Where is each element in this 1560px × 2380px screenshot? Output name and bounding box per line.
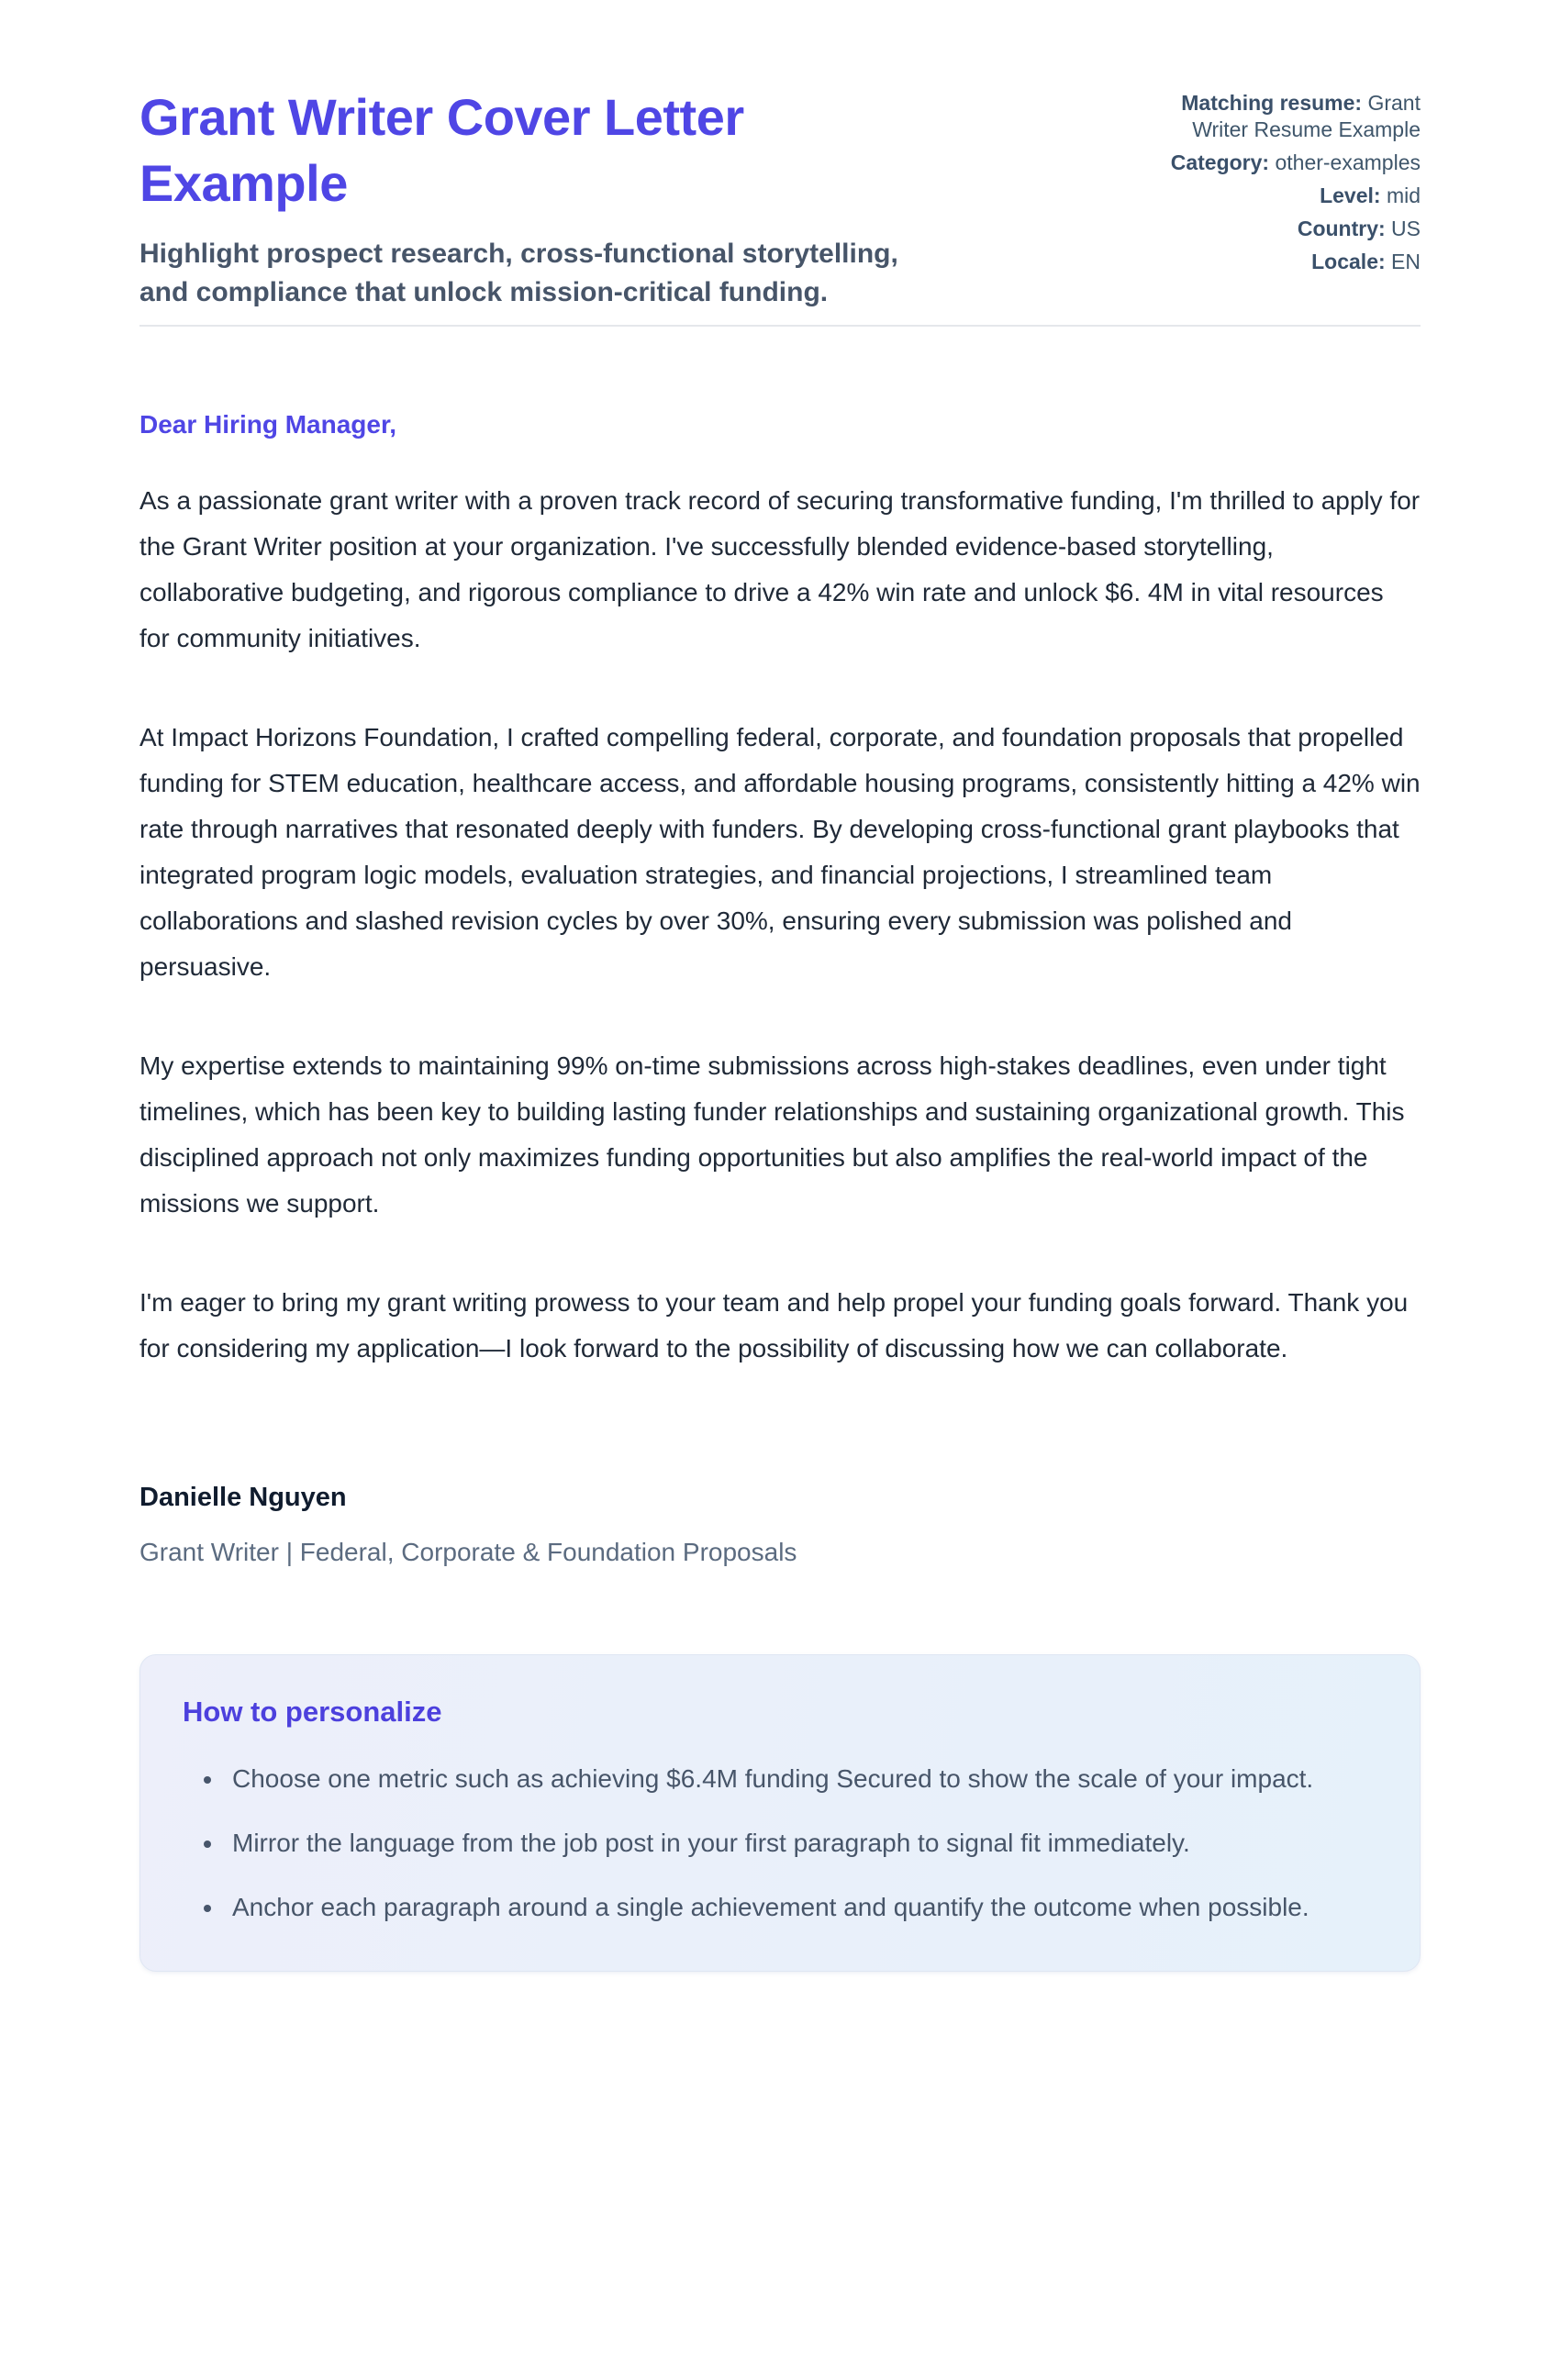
tip-item-3: • Anchor each paragraph around a single achievement and quantify the outcome when possible. xyxy=(225,1885,1377,1930)
letter-paragraph-4: I'm eager to bring my grant writing prowess to your team and help propel your funding goals forward. Thank you for considering my application—I look forward to the possibility of discussing how we can collaborate. xyxy=(139,1288,1409,1362)
meta-category xyxy=(1165,150,1421,176)
signature-title: Grant Writer | Federal, Corporate & Foundation Proposals xyxy=(139,1538,797,1566)
meta-locale-value: EN xyxy=(1391,250,1421,273)
cover-letter-body xyxy=(139,402,1421,1575)
letter-greeting: Dear Hiring Manager, xyxy=(139,410,397,439)
page-title: Grant Writer Cover Letter Example xyxy=(139,88,744,212)
meta-matching-resume xyxy=(1165,90,1421,143)
header-divider xyxy=(139,325,1421,327)
tip-item-1: • Choose one metric such as achieving $6.4M funding Secured to show the scale of your impact. xyxy=(225,1756,1377,1802)
letter-paragraph-2: At Impact Horizons Foundation, I crafted compelling federal, corporate, and foundation proposals that propelled funding for STEM education, healthcare access, and affordable housing programs, consistently hitting a 42% win rate through narratives that resonated deeply with funders. By developing cross-functional grant playbooks that integrated program logic models, evaluation strategies, and financial projections, I streamlined team collaborations and slashed revision cycles by over 30%, ensuring every submission was polished and persuasive. xyxy=(139,723,1421,981)
meta-level xyxy=(1165,183,1421,209)
meta-country-value: US xyxy=(1391,217,1421,240)
meta-country-label: Country: xyxy=(1297,217,1386,240)
page-header xyxy=(139,84,1421,312)
letter-paragraph-1: As a passionate grant writer with a proven track record of securing transformative funding, I'm thrilled to apply for the Grant Writer position at your organization. I've successfully blended evidence-based storytelling, collaborative budgeting, and rigorous compliance to drive a 42% win rate and unlock $6. 4M in vital resources for community initiatives. xyxy=(139,486,1421,652)
tips-list xyxy=(183,1756,1377,1930)
meta-locale xyxy=(1165,249,1421,275)
letter-paragraph-3: My expertise extends to maintaining 99% on-time submissions across high-stakes deadlines, even under tight timelines, which has been key to building lasting funder relationships and sustaining organizational growth. This disciplined approach not only maximizes funding opportunities but also amplifies the real-world impact of the missions we support. xyxy=(139,1051,1405,1218)
content-column xyxy=(139,0,1421,1972)
meta-matching-resume-label: Matching resume: xyxy=(1181,91,1363,115)
tips-heading: How to personalize xyxy=(183,1696,442,1728)
meta-locale-label: Locale: xyxy=(1311,250,1386,273)
meta-matching-resume-value: Grant Writer Resume Example xyxy=(1192,91,1421,141)
meta-level-value: mid xyxy=(1386,184,1421,207)
meta-level-label: Level: xyxy=(1320,184,1381,207)
how-to-personalize-callout xyxy=(139,1654,1421,1972)
resume-meta-block xyxy=(1165,84,1421,282)
tip-item-2: • Mirror the language from the job post in your first paragraph to signal fit immediately. xyxy=(225,1820,1377,1866)
meta-category-value: other-examples xyxy=(1275,150,1421,174)
signature-name: Danielle Nguyen xyxy=(139,1483,347,1512)
meta-country xyxy=(1165,216,1421,242)
header-title-block xyxy=(139,84,929,312)
meta-category-label: Category: xyxy=(1170,150,1270,174)
page-subtitle: Highlight prospect research, cross-functional storytelling, and compliance that unlock mission-critical funding. xyxy=(139,239,898,307)
